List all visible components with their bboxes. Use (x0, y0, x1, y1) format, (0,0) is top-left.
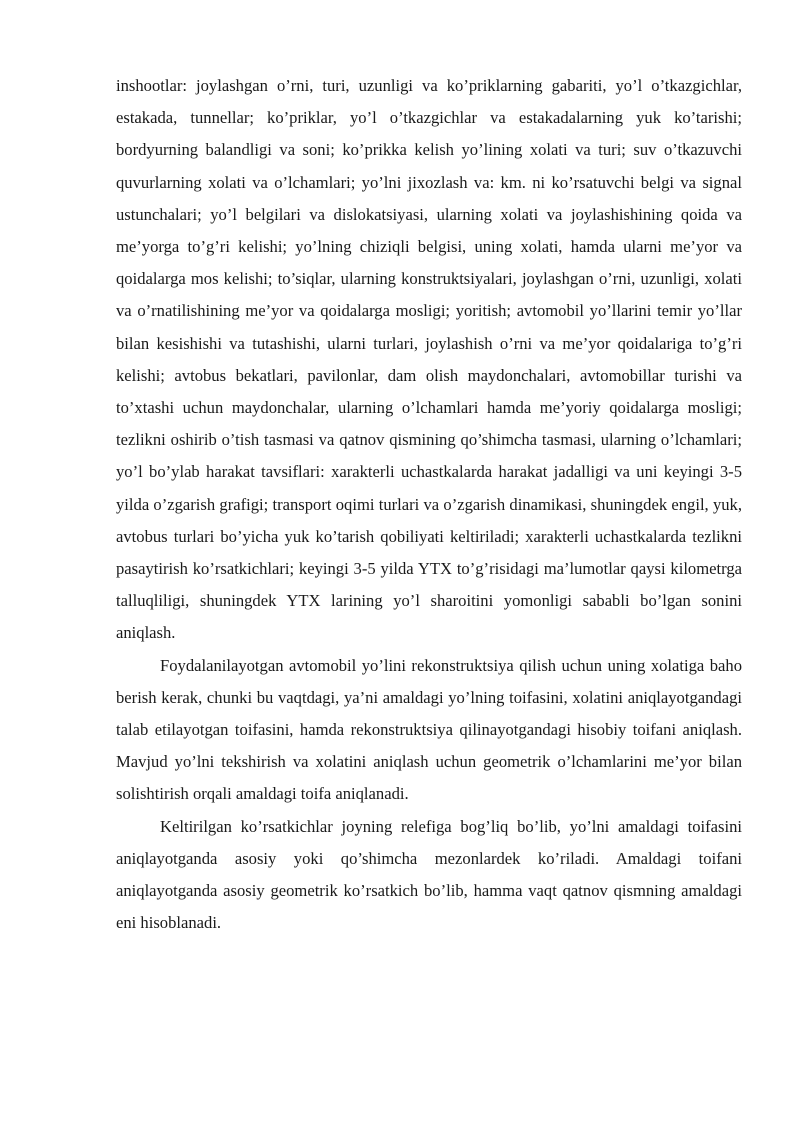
paragraph-indicators: Keltirilgan ko’rsatkichlar joyning relefiga bog’liq bo’lib, yo’lni amaldagi toifasini aniqlayotganda asosiy yoki qo’shimcha mezonlardek ko’riladi. Amaldagi toifani aniqlayotganda asosiy geometrik ko’rsatkich bo’lib, hamma vaqt qatnov qismning amaldagi eni hisoblanadi. (116, 816, 742, 933)
paragraph-continuation: inshootlar: joylashgan o’rni, turi, uzunligi va ko’priklarning gabariti, yo’l o’tkazgichlar, estakada, tunnellar; ko’priklar, yo’l o’tkazgichlar va estakadalarning yuk ko’tarishi; bordyurning balandligi va soni; ko’prikka kelish yo’lining xolati va turi; suv o’tkazuvchi quvurlarning xolati va o’lchamlari; yo’lni jixozlash va: km. ni ko’rsatuvchi belgi va signal ustunchalari; yo’l belgilari va dislokatsiyasi, ularning xolati va joylashishining qoida va me’yorga to’g’ri kelishi; yo’lning chiziqli belgisi, uning xolati, hamda ularni me’yor va qoidalarga mos kelishi; to’siqlar, ularning konstruktsiyalari, joylashgan o’rni, uzunligi, xolati va o’rnatilishining me’yor va qoidalarga mosligi; yoritish; avtomobil yo’llarini temir yo’llar bilan kesishishi va tutashishi, ularni turlari, joylashish o’rni va me’yor qoidalariga to’g’ri kelishi; avtobus bekatlari, pavilonlar, dam olish maydonchalari, avtomobillar turishi va to’xtashi uchun maydonchalar, ularning o’lchamlari hamda me’yoriy qoidalarga mosligi; tezlikni oshirib o’tish tasmasi va qatnov qismining qo’shimcha tasmasi, ularning o’lchamlari; yo’l bo’ylab harakat tavsiflari: xarakterli uchastkalarda harakat jadalligi va uni keyingi 3-5 yilda o’zgarish grafigi; transport oqimi turlari va o’zgarish dinamikasi, shuningdek engil, yuk, avtobus turlari bo’yicha yuk ko’tarish qobiliyati keltiriladi; xarakterli uchastkalarda tezlikni pasaytirish ko’rsatkichlari; keyingi 3-5 yilda YTX to’g’risidagi ma’lumotlar qaysi kilometrga talluqliligi, shuningdek YTX larining yo’l sharoitini yomonligi sababli bo’lgan sonini aniqlash. (116, 76, 742, 643)
paragraph-road-reconstruction: Foydalanilayotgan avtomobil yo’lini rekonstruktsiya qilish uchun uning xolatiga baho berish kerak, chunki bu vaqtdagi, ya’ni amaldagi yo’lning toifasini, xolatini aniqlayotgandagi talab etilayotgan toifasini, hamda rekonstruktsiya qilinayotgandagi hisobiy toifani aniqlash. Mavjud yo’lni tekshirish va xolatini aniqlash uchun geometrik o’lchamlarini me’yor bilan solishtirish orqali amaldagi toifa aniqlanadi. (116, 655, 742, 804)
document-page (116, 70, 742, 939)
